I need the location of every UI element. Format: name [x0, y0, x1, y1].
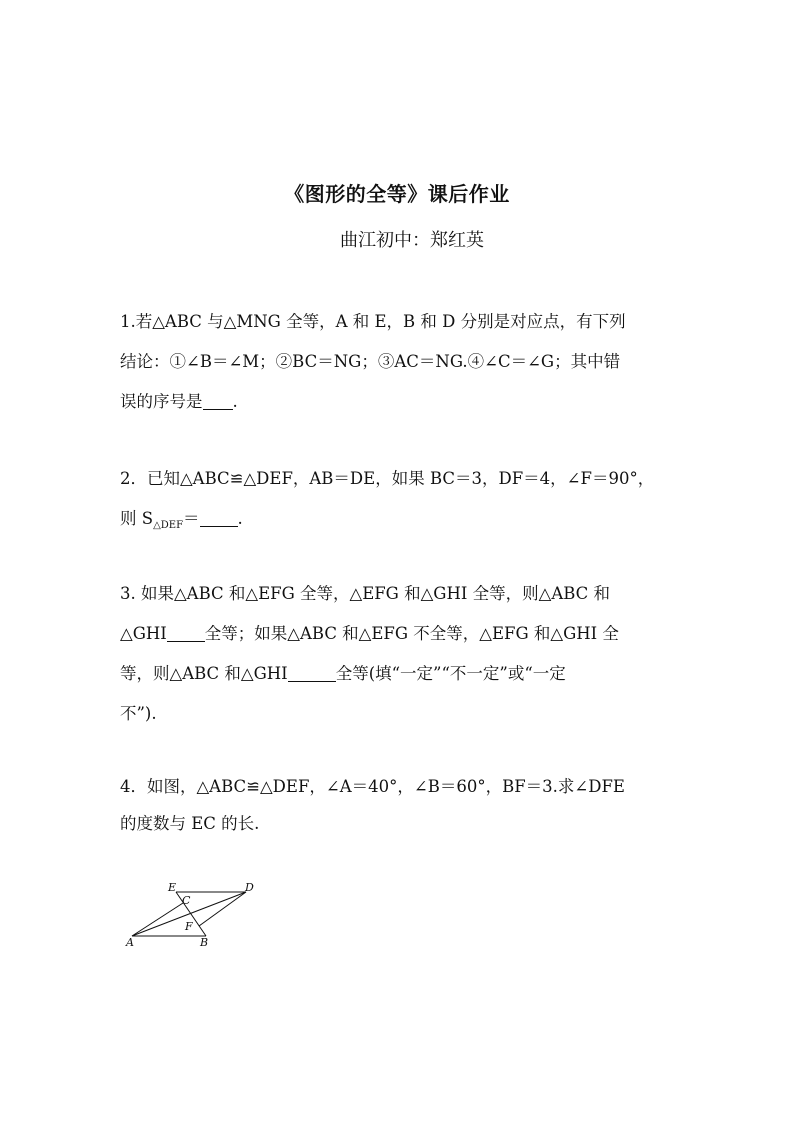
geometry-figure — [118, 876, 268, 951]
point-label-a: A — [126, 936, 134, 949]
q3-line2-start: △GHI — [120, 624, 167, 643]
q1-line3-text: 误的序号是 — [120, 392, 203, 411]
q1-line2: 结论：①∠B＝∠M；②BC＝NG；③AC＝NG.④∠C＝∠G；其中错 — [120, 352, 621, 371]
point-label-b: B — [200, 936, 209, 949]
q3-answer-blank-2[interactable] — [288, 665, 336, 683]
q3-line3-start: 等，则△ABC 和△GHI — [120, 664, 288, 683]
q3-line2-rest: 全等；如果△ABC 和△EFG 不全等，△EFG 和△GHI 全 — [204, 624, 619, 643]
q2-equals: ＝ — [183, 509, 200, 528]
q3-line2 — [120, 620, 619, 644]
q1-answer-blank[interactable] — [203, 393, 233, 411]
q1-line3 — [120, 388, 238, 412]
author-line: 曲江初中：郑红英 — [340, 230, 484, 251]
q4-line2: 的度数与 EC 的长. — [120, 814, 260, 833]
q2-answer-blank[interactable] — [200, 510, 238, 528]
page-title: 《图形的全等》课后作业 — [284, 182, 510, 206]
q1-line1: 1.若△ABC 与△MNG 全等，A 和 E，B 和 D 分别是对应点，有下列 — [120, 312, 626, 331]
q3-line3-rest: 全等(填“一定”“不一定”或“一定 — [335, 664, 566, 683]
q2-line1: 2．已知△ABC≌△DEF，AB＝DE，如果 BC＝3，DF＝4，∠F＝90°， — [120, 469, 655, 488]
q3-line4: 不”). — [120, 704, 157, 723]
point-label-f: F — [185, 920, 193, 933]
q1-line3-end: . — [232, 392, 238, 411]
q3-line3 — [120, 660, 566, 684]
point-label-c: C — [182, 894, 191, 907]
point-label-d: D — [245, 881, 254, 894]
segment-df — [199, 892, 246, 926]
q2-line2-text: 则 S — [120, 509, 154, 528]
q4-line1: 4．如图，△ABC≌△DEF，∠A＝40°，∠B＝60°，BF＝3.求∠DFE — [120, 777, 625, 796]
q2-line2-end: . — [237, 509, 243, 528]
q3-answer-blank-1[interactable] — [167, 625, 205, 643]
q3-line1: 3. 如果△ABC 和△EFG 全等，△EFG 和△GHI 全等，则△ABC 和 — [120, 584, 611, 603]
point-label-e: E — [168, 881, 177, 894]
q2-subscript: △DEF — [153, 520, 184, 531]
q2-line2 — [120, 505, 243, 531]
